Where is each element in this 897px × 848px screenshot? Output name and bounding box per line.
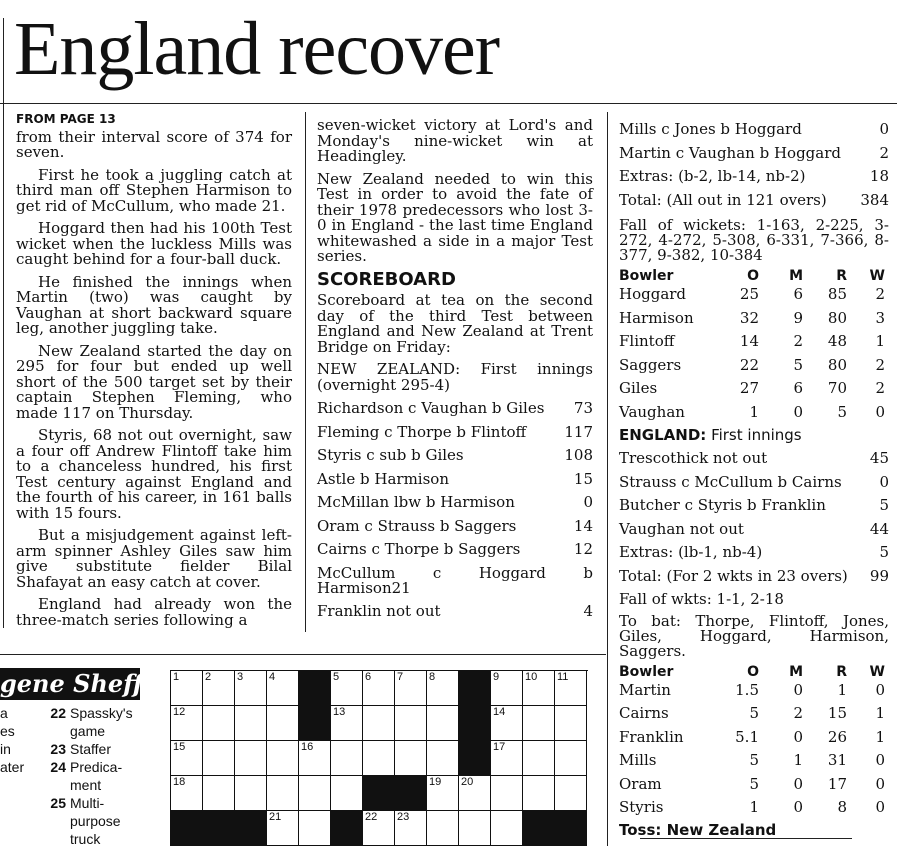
grid-number: 11 xyxy=(557,671,569,683)
crossword-grid xyxy=(170,670,588,846)
grid-cell xyxy=(235,776,267,811)
headline-rule xyxy=(0,103,897,104)
bowling-m: 9 xyxy=(793,308,803,327)
bowling-header xyxy=(619,269,889,283)
grid-cell xyxy=(171,671,203,706)
clue-item xyxy=(42,758,162,776)
runs-value: 44 xyxy=(869,519,889,538)
clue-fragments-left xyxy=(0,704,40,776)
bowling-r: 17 xyxy=(827,774,847,793)
clue-text: Multi- xyxy=(70,795,105,811)
grid-number: 14 xyxy=(493,706,506,718)
bowling-r: 26 xyxy=(827,727,847,746)
grid-cell xyxy=(395,776,427,811)
clue-number: 23 xyxy=(50,741,66,757)
runs-value: 0 xyxy=(879,120,889,138)
bowling-row xyxy=(619,726,889,750)
grid-cell xyxy=(203,776,235,811)
grid-cell xyxy=(363,776,395,811)
headline: England recover xyxy=(14,7,500,91)
grid-cell xyxy=(171,811,203,846)
bowling-r: 31 xyxy=(827,751,847,769)
bowling-row xyxy=(619,307,889,331)
grid-cell xyxy=(235,671,267,706)
clue-number: 22 xyxy=(50,705,66,721)
batting-row xyxy=(619,565,889,589)
bowling-r: 15 xyxy=(827,704,847,722)
runs-value: 15 xyxy=(573,469,593,488)
bowling-name: Hoggard xyxy=(619,285,687,303)
grid-cell xyxy=(459,671,491,706)
grid-cell xyxy=(491,671,523,706)
bowling-w: 0 xyxy=(875,751,885,769)
batsman-name: Cairns c Thorpe b Saggers xyxy=(317,540,521,558)
batting-row xyxy=(619,118,889,142)
article-paragraph: He finished the innings when Martin (two) was caught by Vaughan at short backward square leg, another juggling take. xyxy=(16,272,292,337)
bottom-rule xyxy=(640,838,852,839)
bowling-r: 80 xyxy=(827,355,847,374)
grid-cell xyxy=(235,811,267,846)
grid-cell xyxy=(267,706,299,741)
bowling-m: 0 xyxy=(793,402,803,421)
bowling-o: 1.5 xyxy=(735,680,759,699)
batting-row xyxy=(317,468,593,492)
overs-col-header: O xyxy=(747,268,759,284)
england-batting-list xyxy=(619,447,889,588)
bowling-o: 5 xyxy=(749,751,759,769)
batting-row xyxy=(619,471,889,495)
article-paragraph: First he took a juggling catch at third man off Stephen Harmison to get rid of McCullum, who made 21. xyxy=(16,165,292,215)
grid-cell xyxy=(459,776,491,811)
bowling-o: 1 xyxy=(749,402,759,421)
grid-cell xyxy=(523,811,555,846)
grid-cell xyxy=(427,811,459,846)
grid-cell xyxy=(331,741,363,776)
bowling-w: 1 xyxy=(875,727,885,746)
clue-fragment: es xyxy=(0,723,15,739)
grid-number: 23 xyxy=(397,811,410,823)
bowling-m: 0 xyxy=(793,774,803,793)
runs-value: 45 xyxy=(869,449,889,467)
clue-number xyxy=(42,776,66,794)
nz-innings-heading: NEW ZEALAND: First innings (overnight 295-4) xyxy=(317,360,593,394)
batsman-name: McMillan lbw b Harmison xyxy=(317,493,515,511)
wickets-col-header: W xyxy=(869,268,885,284)
grid-cell xyxy=(395,706,427,741)
grid-cell xyxy=(235,741,267,776)
batsman-name: Richardson c Vaughan b Giles xyxy=(317,399,545,417)
clue-item xyxy=(42,776,162,794)
clue-text: Predica- xyxy=(70,759,123,775)
clue-text: purpose xyxy=(70,813,121,829)
scoreboard-column-3 xyxy=(619,118,889,840)
batting-row xyxy=(619,165,889,189)
grid-cell xyxy=(363,811,395,846)
batting-row xyxy=(317,563,593,597)
clue-number xyxy=(42,812,66,830)
batsman-name: Fleming c Thorpe b Flintoff xyxy=(317,422,527,441)
grid-cell xyxy=(203,811,235,846)
clue-number: 25 xyxy=(50,795,66,811)
bowling-w: 1 xyxy=(875,704,885,722)
grid-number: 1 xyxy=(173,671,180,683)
bowling-o: 22 xyxy=(739,355,759,374)
grid-number: 21 xyxy=(269,811,282,823)
article-paragraph: New Zealand needed to win this Test in order to avoid the fate of their 1978 predecessors who lost 3-0 in England - the last time England whitewashed a side in a major Test series. xyxy=(317,169,593,265)
article-column-1 xyxy=(16,112,292,635)
column-divider xyxy=(607,112,608,846)
clue-item xyxy=(42,812,162,830)
grid-cell xyxy=(171,776,203,811)
bowler-col-header: Bowler xyxy=(619,268,674,284)
bowling-o: 5 xyxy=(749,774,759,793)
batting-row xyxy=(619,189,889,213)
bowling-name: Oram xyxy=(619,774,662,793)
grid-cell xyxy=(555,671,587,706)
bowling-row xyxy=(619,283,889,307)
batsman-name: Martin c Vaughan b Hoggard xyxy=(619,143,841,162)
grid-cell xyxy=(427,776,459,811)
bowling-r: 48 xyxy=(827,332,847,350)
batting-row xyxy=(619,447,889,471)
bowling-o: 27 xyxy=(739,379,759,397)
toss-result: Toss: New Zealand xyxy=(619,820,777,839)
grid-cell xyxy=(555,741,587,776)
article-paragraph: seven-wicket victory at Lord's and Monday's nine-wicket win at Headingley. xyxy=(317,116,593,165)
grid-cell xyxy=(395,741,427,776)
grid-number: 8 xyxy=(429,671,436,683)
grid-number: 13 xyxy=(333,706,346,718)
batsman-name: Astle b Harmison xyxy=(317,469,449,488)
england-to-bat: To bat: Thorpe, Flintoff, Jones, Giles, Hoggard, Harmison, Saggers. xyxy=(619,611,889,660)
bowling-o: 5.1 xyxy=(735,727,759,746)
england-bowling-table xyxy=(619,283,889,424)
scoreboard-intro: Scoreboard at tea on the second day of the third Test between England and New Zealand at Trent Bridge on Friday: xyxy=(317,291,593,356)
grid-cell xyxy=(331,706,363,741)
bowling-w: 2 xyxy=(875,379,885,397)
grid-cell xyxy=(459,706,491,741)
scoreboard-title: SCOREBOARD xyxy=(317,268,456,290)
grid-cell xyxy=(299,811,331,846)
nz-batting-list xyxy=(317,397,593,623)
batting-row xyxy=(619,541,889,565)
bowling-r: 70 xyxy=(827,379,847,397)
runs-value: 18 xyxy=(869,167,889,185)
runs-col-header: R xyxy=(836,268,847,284)
bowling-w: 1 xyxy=(875,332,885,350)
bowling-w: 2 xyxy=(875,285,885,303)
bowling-o: 14 xyxy=(739,332,759,350)
bowling-row xyxy=(619,354,889,378)
england-innings-heading: ENGLAND: First innings xyxy=(619,426,802,444)
grid-cell xyxy=(171,706,203,741)
bowling-name: Giles xyxy=(619,379,658,397)
bowling-m: 0 xyxy=(793,798,803,816)
grid-number: 9 xyxy=(493,671,500,683)
runs-value: 21 xyxy=(391,578,411,597)
batsman-name: Extras: (b-2, lb-14, nb-2) xyxy=(619,167,806,185)
runs-value: 5 xyxy=(879,543,889,561)
bowling-name: Mills xyxy=(619,751,657,769)
bowling-name: Flintoff xyxy=(619,332,675,350)
grid-cell xyxy=(491,706,523,741)
grid-cell xyxy=(235,706,267,741)
batting-row xyxy=(317,491,593,515)
grid-cell xyxy=(203,741,235,776)
batsman-name: Total: (All out in 121 overs) xyxy=(619,190,827,209)
batsman-name: Strauss c McCullum b Cairns xyxy=(619,472,842,491)
clue-item xyxy=(42,794,162,812)
batting-row xyxy=(317,397,593,421)
column-divider xyxy=(305,112,306,632)
grid-cell xyxy=(491,776,523,811)
grid-cell xyxy=(267,671,299,706)
grid-cell xyxy=(299,776,331,811)
runs-value: 384 xyxy=(860,190,889,209)
clue-list xyxy=(42,704,162,848)
batsman-name: Oram c Strauss b Saggers xyxy=(317,516,517,535)
batsman-name: Trescothick not out xyxy=(619,449,768,467)
bowling-o: 25 xyxy=(739,285,759,303)
bowling-row xyxy=(619,773,889,797)
runs-value: 0 xyxy=(879,472,889,491)
bowling-w: 3 xyxy=(875,308,885,327)
grid-number: 15 xyxy=(173,741,186,753)
grid-cell xyxy=(331,811,363,846)
bowling-r: 1 xyxy=(837,680,847,699)
runs-value: 2 xyxy=(879,143,889,162)
batsman-name: Butcher c Styris b Franklin xyxy=(619,496,826,514)
grid-cell xyxy=(363,671,395,706)
grid-number: 7 xyxy=(397,671,404,683)
bowling-name: Cairns xyxy=(619,704,669,722)
runs-value: 12 xyxy=(573,540,593,558)
grid-cell xyxy=(299,671,331,706)
bowling-name: Harmison xyxy=(619,308,694,327)
grid-number: 5 xyxy=(333,671,340,683)
grid-number: 22 xyxy=(365,811,378,823)
bowling-w: 0 xyxy=(875,680,885,699)
grid-cell xyxy=(459,811,491,846)
runs-value: 14 xyxy=(573,516,593,535)
bowling-o: 1 xyxy=(749,798,759,816)
clue-number: 24 xyxy=(50,759,66,775)
bowling-row xyxy=(619,330,889,354)
grid-cell xyxy=(555,706,587,741)
batting-row xyxy=(317,444,593,468)
maidens-col-header: M xyxy=(789,268,803,284)
grid-cell xyxy=(523,741,555,776)
grid-cell xyxy=(171,741,203,776)
bowling-r: 85 xyxy=(827,285,847,303)
grid-cell xyxy=(427,706,459,741)
clue-text: Staffer xyxy=(70,741,111,757)
grid-number: 2 xyxy=(205,671,212,683)
article-paragraph: Hoggard then had his 100th Test wicket when the luckless Mills was caught behind for a four-ball duck. xyxy=(16,219,292,268)
grid-number: 6 xyxy=(365,671,372,683)
grid-cell xyxy=(555,811,587,846)
grid-cell xyxy=(491,811,523,846)
article-paragraph: But a misjudgement against left-arm spinner Ashley Giles saw him give substitute fielder Bilal Shafayat an easy catch at cover. xyxy=(16,526,292,591)
bowling-w: 0 xyxy=(875,798,885,816)
batting-row xyxy=(317,421,593,445)
article-paragraph: Styris, 68 not out overnight, saw a four off Andrew Flintoff take him to a chanceless hundred, his first Test century against England and the fourth of his career, in 161 balls with 15 fours. xyxy=(16,426,292,522)
article-paragraph: England had already won the three-match series following a xyxy=(16,595,292,629)
clue-text: game xyxy=(70,723,106,739)
bowling-row xyxy=(619,702,889,726)
batting-row xyxy=(619,518,889,542)
bowling-m: 2 xyxy=(793,332,803,350)
bowling-row xyxy=(619,679,889,703)
grid-cell xyxy=(395,671,427,706)
bowling-row xyxy=(619,796,889,820)
batsman-name: Mills c Jones b Hoggard xyxy=(619,120,802,138)
article-paragraph: from their interval score of 374 for seven. xyxy=(16,127,292,161)
clue-text: ment xyxy=(70,777,102,793)
runs-value: 108 xyxy=(564,446,593,464)
bowling-header: Bowler O M R W xyxy=(619,663,885,680)
grid-cell xyxy=(427,671,459,706)
bowling-name: Martin xyxy=(619,680,671,699)
article-column-2 xyxy=(317,118,593,623)
runs-value: 117 xyxy=(564,422,593,441)
grid-cell xyxy=(363,741,395,776)
bowling-w: 0 xyxy=(875,402,885,421)
bowling-name: Saggers xyxy=(619,355,682,374)
bowling-row xyxy=(619,377,889,401)
grid-cell xyxy=(299,706,331,741)
batting-row xyxy=(317,538,593,562)
grid-cell xyxy=(267,811,299,846)
grid-number: 20 xyxy=(461,776,474,788)
nz-bowling-table xyxy=(619,679,889,820)
nz-fall-of-wickets: Fall of wickets: 1-163, 2-225, 3-272, 4-272, 5-308, 6-331, 7-366, 8-377, 9-382, 10-384 xyxy=(619,216,889,264)
nz-batting-list-continued xyxy=(619,118,889,212)
puzzle-banner: gene Sheffer xyxy=(0,669,171,698)
bowling-w: 0 xyxy=(875,774,885,793)
bowling-m: 2 xyxy=(793,704,803,722)
runs-value: 0 xyxy=(583,493,593,511)
grid-cell xyxy=(267,776,299,811)
grid-cell xyxy=(555,776,587,811)
grid-cell xyxy=(203,671,235,706)
clue-text: Spassky's xyxy=(70,705,133,721)
runs-value: 73 xyxy=(573,399,593,417)
bowling-w: 2 xyxy=(875,355,885,374)
clue-item xyxy=(42,740,162,758)
from-page-label: FROM PAGE 13 xyxy=(16,112,116,126)
bowling-r: 80 xyxy=(827,308,847,327)
bowling-m: 6 xyxy=(793,285,803,303)
runs-value: 5 xyxy=(879,496,889,514)
bowling-row xyxy=(619,749,889,773)
section-rule xyxy=(0,654,606,655)
bowling-m: 6 xyxy=(793,379,803,397)
article-paragraph: New Zealand started the day on 295 for four but ended up well short of the 500 target set by their captain Stephen Fleming, who made 117 on Thursday. xyxy=(16,341,292,422)
bowling-m: 5 xyxy=(793,355,803,374)
clue-item xyxy=(42,722,162,740)
grid-cell xyxy=(363,706,395,741)
grid-number: 16 xyxy=(301,741,314,753)
grid-cell xyxy=(299,741,331,776)
bowling-m: 0 xyxy=(793,680,803,699)
bowling-r: 8 xyxy=(837,798,847,816)
england-fall-of-wickets: Fall of wkts: 1-1, 2-18 xyxy=(619,590,784,608)
grid-cell xyxy=(523,776,555,811)
bowling-m: 0 xyxy=(793,727,803,746)
grid-cell xyxy=(203,706,235,741)
grid-cell xyxy=(491,741,523,776)
clue-fragment: a xyxy=(0,705,8,721)
grid-number: 10 xyxy=(525,671,538,683)
grid-number: 3 xyxy=(237,671,244,683)
bowling-o: 32 xyxy=(739,308,759,327)
bowling-r: 5 xyxy=(837,402,847,421)
grid-cell xyxy=(523,671,555,706)
batting-row xyxy=(619,142,889,166)
clue-fragment: in xyxy=(0,741,11,757)
batsman-name: Vaughan not out xyxy=(619,519,744,538)
batsman-name: Styris c sub b Giles xyxy=(317,446,464,464)
batsman-name: Franklin not out xyxy=(317,601,441,620)
clue-number xyxy=(42,722,66,740)
grid-cell xyxy=(459,741,491,776)
grid-number: 17 xyxy=(493,741,506,753)
grid-number: 12 xyxy=(173,706,186,718)
batting-row xyxy=(317,600,593,624)
grid-cell xyxy=(331,671,363,706)
clue-text: truck xyxy=(70,831,101,847)
clue-item xyxy=(42,830,162,848)
grid-cell xyxy=(331,776,363,811)
batting-row xyxy=(619,494,889,518)
grid-cell xyxy=(427,741,459,776)
runs-value: 4 xyxy=(583,601,593,620)
clue-item xyxy=(42,704,162,722)
bowling-row xyxy=(619,401,889,425)
batsman-name: Extras: (lb-1, nb-4) xyxy=(619,543,763,561)
bowling-o: 5 xyxy=(749,704,759,722)
grid-number: 4 xyxy=(269,671,276,683)
grid-cell xyxy=(523,706,555,741)
clue-number xyxy=(42,830,66,848)
clue-fragment: ater xyxy=(0,759,25,775)
grid-cell xyxy=(395,811,427,846)
bowling-name: Franklin xyxy=(619,727,684,746)
bowling-name: Styris xyxy=(619,798,664,816)
grid-number: 19 xyxy=(429,776,442,788)
grid-cell xyxy=(267,741,299,776)
bowling-name: Vaughan xyxy=(619,402,685,421)
column-divider xyxy=(3,18,4,628)
bowling-m: 1 xyxy=(793,751,803,769)
batting-row xyxy=(317,515,593,539)
runs-value: 99 xyxy=(869,566,889,585)
grid-number: 18 xyxy=(173,776,186,788)
batsman-name: McCullum c Hoggard b Harmison xyxy=(317,563,593,597)
batsman-name: Total: (For 2 wkts in 23 overs) xyxy=(619,566,848,585)
